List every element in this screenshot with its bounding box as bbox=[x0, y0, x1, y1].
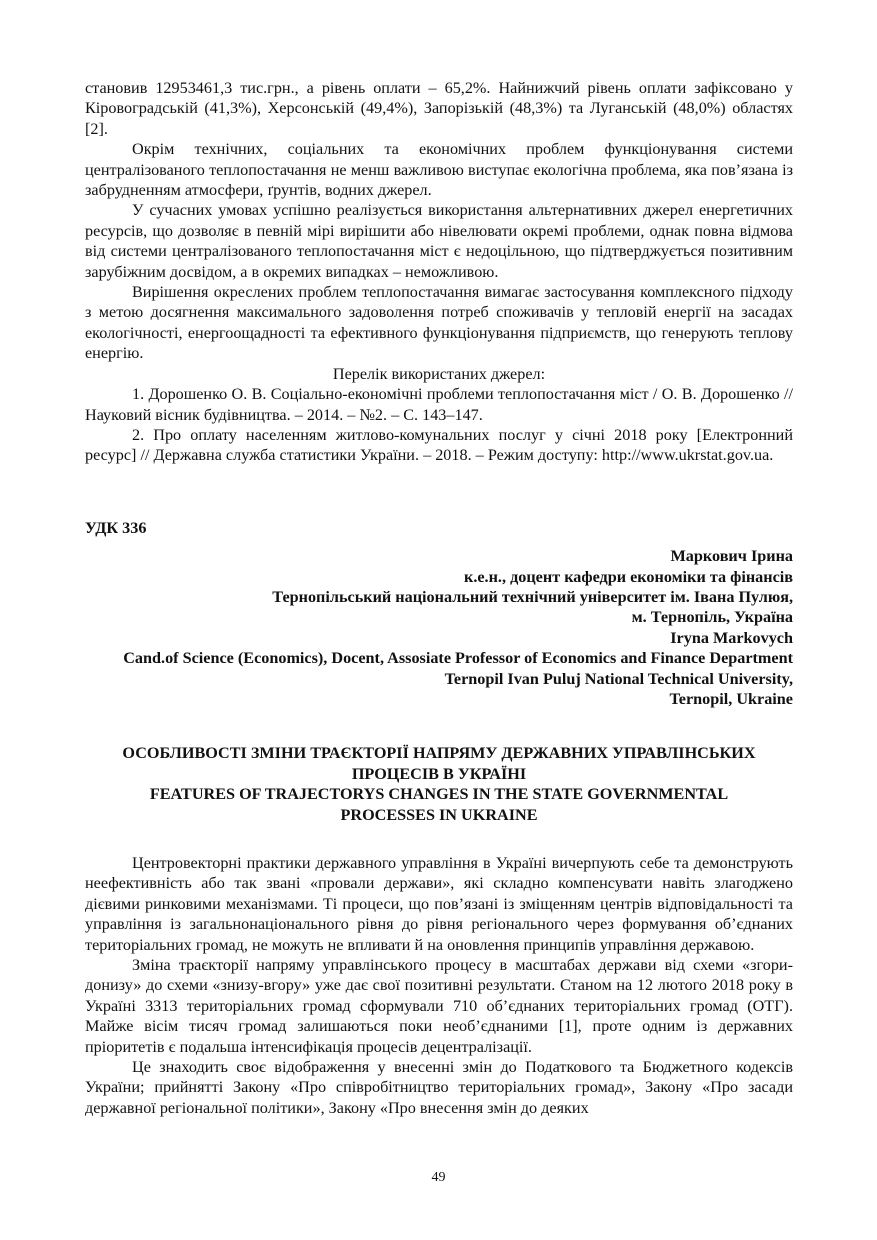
reference-item: 2. Про оплату населенням житлово-комунальних послуг у січні 2018 року [Електронний ресурс] // Державна служба статистики України. – 2018. – Режим доступу: http://www.ukrstat.gov.ua. bbox=[85, 425, 793, 465]
article-body bbox=[85, 853, 793, 1118]
udk-code: УДК 336 bbox=[85, 518, 147, 537]
page-content bbox=[85, 78, 793, 1118]
title-en-line: PROCESSES IN UKRAINE bbox=[340, 805, 538, 824]
paragraph: Зміна траєкторії напряму управлінського процесу в масштабах держави від схеми «згори-донизу» до схеми «знизу-вгору» уже дає свої позитивні результати. Станом на 12 лютого 2018 року в Україні 3313 територіальних громад сформували 710 об’єднаних територіальних громад (ОТГ). Майже вісім тисяч громад залишаються поки необ’єднаними [1], проте одним із державних пріоритетів є подальша інтенсифікація процесів децентралізації. bbox=[85, 956, 793, 1056]
references-heading: Перелік використаних джерел: bbox=[332, 364, 546, 383]
page-number: 49 bbox=[431, 1170, 446, 1185]
author-university-ua: Тернопільський національний технічний університет ім. Івана Пулюя, bbox=[272, 587, 793, 606]
title-en-line: FEATURES OF TRAJECTORYS CHANGES IN THE STATE GOVERNMENTAL bbox=[149, 785, 729, 804]
reference-item: 1. Дорошенко О. В. Соціально-економічні проблеми теплопостачання міст / О. В. Дорошенко // Науковий вісник будівництва. – 2014. – №2. – С. 143–147. bbox=[85, 385, 793, 424]
author-city-ua: м. Тернопіль, Україна bbox=[631, 608, 793, 627]
author-position-en: Cand.of Science (Economics), Docent, Assosiate Professor of Economics and Finance Department bbox=[123, 649, 793, 668]
author-university-en: Ternopil Ivan Puluj National Technical University, bbox=[444, 669, 793, 688]
author-name-en: Iryna Markovych bbox=[670, 628, 793, 647]
paragraph: Це знаходить своє відображення у внесенні змін до Податкового та Бюджетного кодексів України; прийнятті Закону «Про співробітництво територіальних громад», Закону «Про засади державної регіональної політики», Закону «Про внесення змін до деяких bbox=[85, 1058, 793, 1117]
author-name-ua: Маркович Ірина bbox=[670, 547, 793, 566]
paragraph: Окрім технічних, соціальних та економічних проблем функціонування системи централізованого теплопостачання не менш важливою виступає екологічна проблема, яка пов’язана із забрудненням атмосфери, ґрунтів, водних джерел. bbox=[85, 140, 793, 200]
title-ua-line: ОСОБЛИВОСТІ ЗМІНИ ТРАЄКТОРІЇ НАПРЯМУ ДЕРЖАВНИХ УПРАВЛІНСЬКИХ bbox=[122, 744, 756, 763]
author-city-en: Ternopil, Ukraine bbox=[669, 689, 793, 708]
title-ua-line: ПРОЦЕСІВ В УКРАЇНІ bbox=[351, 764, 527, 783]
paragraph: становив 12953461,3 тис.грн., а рівень оплати – 65,2%. Найнижчий рівень оплати зафіксовано у Кіровоградській (41,3%), Херсонській (49,4%), Запорізькій (48,3%) та Луганській (48,0%) областях [2]. bbox=[85, 79, 793, 138]
paragraph: Центровекторні практики державного управління в Україні вичерпують себе та демонструють неефективність або так звані «провали держави», які складно компенсувати навіть злагоджено дієвими ринковими механізмами. Ті процеси, що пов’язані із зміщенням центрів відповідальності та управління із загальнонаціонального рівня до рівня регіонального через формування об’єднаних територіальних громад, не можуть не впливати й на оновлення принципів управління державою. bbox=[85, 854, 793, 954]
paragraph: Вирішення окреслених проблем теплопостачання вимагає застосування комплексного підходу з метою досягнення максимального задоволення потреб споживачів у тепловій енергії на засадах екологічності, енергоощадності та ефективного функціонування підприємств, що генерують теплову енергію. bbox=[85, 283, 793, 363]
author-position-ua: к.е.н., доцент кафедри економіки та фінансів bbox=[464, 567, 793, 586]
article-title bbox=[85, 743, 793, 825]
author-block bbox=[85, 546, 793, 709]
paragraph: У сучасних умовах успішно реалізується використання альтернативних джерел енергетичних ресурсів, що дозволяє в певній мірі вирішити або нівелювати окремі проблеми, однак повна відмова від системи централізованого теплопостачання міст є недоцільною, що підтверджується позитивним зарубіжним досвідом, а в окремих випадках – неможливою. bbox=[85, 201, 793, 281]
